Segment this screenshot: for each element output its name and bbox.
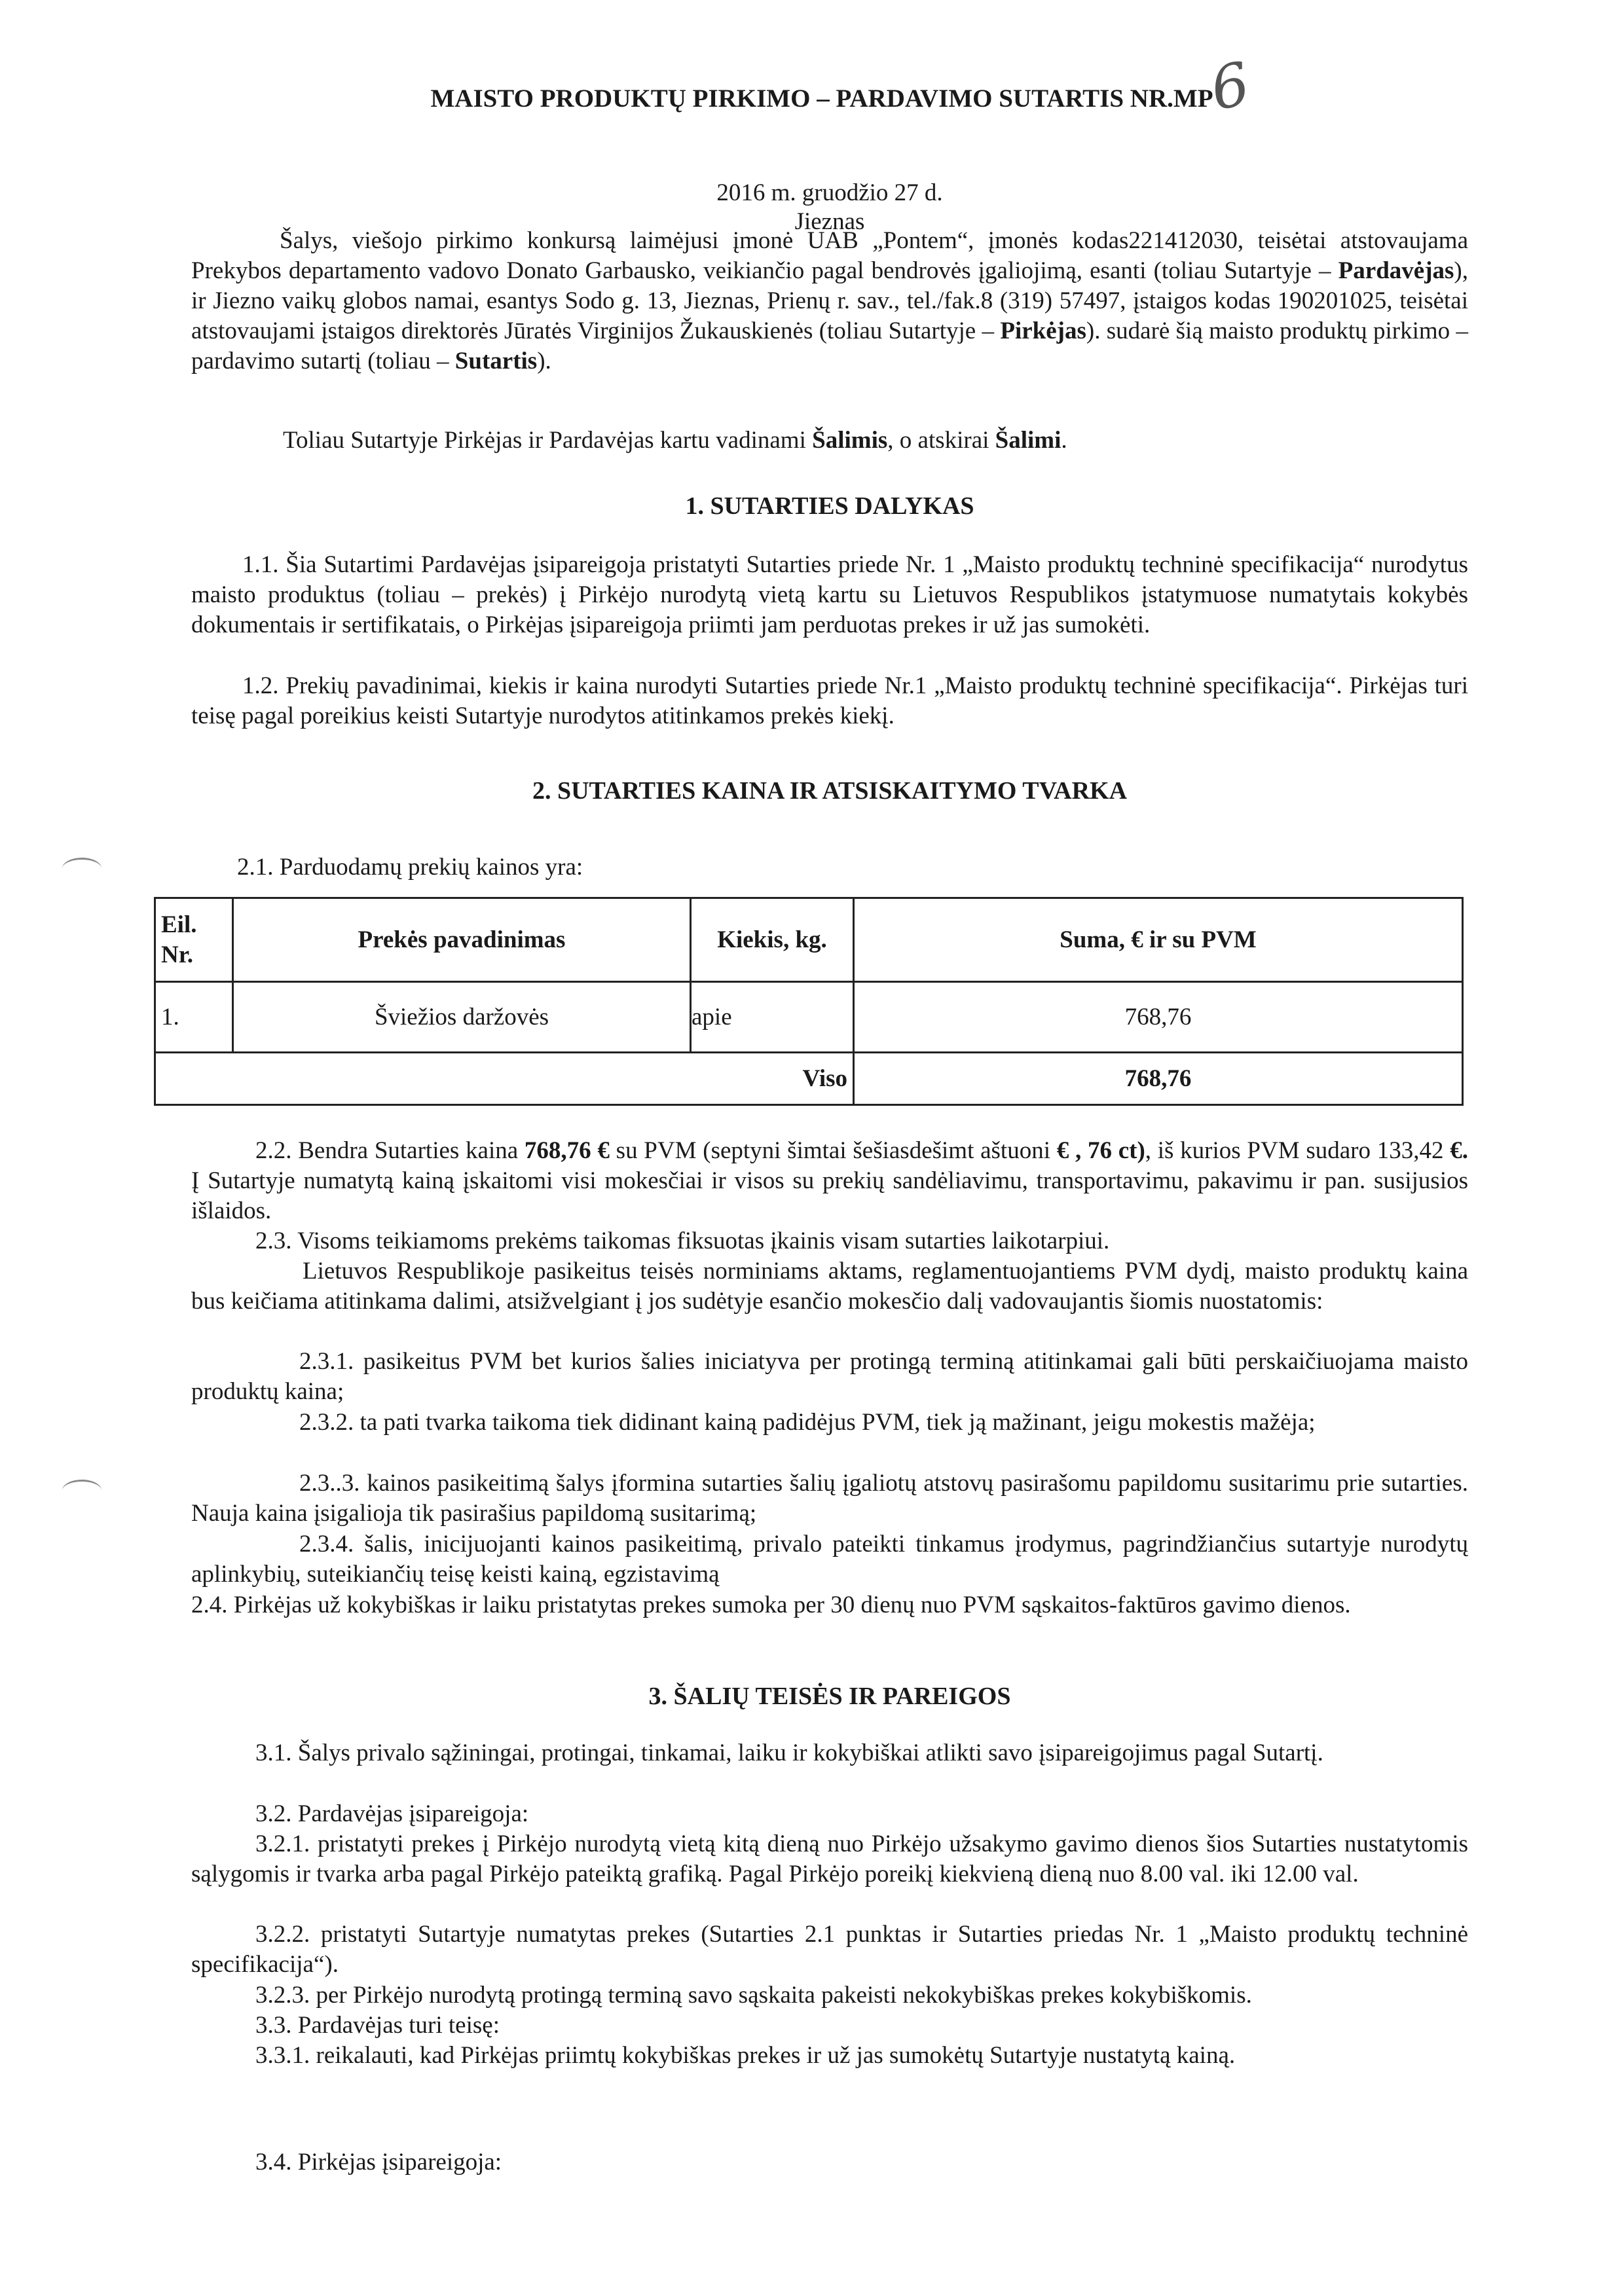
intro-paragraph: Šalys, viešojo pirkimo konkursą laimėjusi įmonė UAB „Pontem“, įmonės kodas221412030, teisėtai atstovaujama Prekybos departamento vadovo Donato Garbausko, veikiančio pagal bendrovės įgaliojimą, esanti (toliau Sutartyje – Pardavėjas), ir Jiezno vaikų globos namai, esantys Sodo g. 13, Jieznas, Prienų r. sav., tel./fak.8 (319) 57497, įstaigos kodas 190201025, teisėtai atstovaujami įstaigos direktorės Jūratės Virginijos Žukauskienės (toliau Sutartyje – Pirkėjas). sudarė šią maisto produktų pirkimo – pardavimo sutartį (toliau – Sutartis). — [191, 227, 1468, 374]
parties-paragraph: Toliau Sutartyje Pirkėjas ir Pardavėjas kartu vadinami Šalimis, o atskirai Šalimi. — [283, 427, 1067, 454]
punch-hole-mark — [62, 1480, 101, 1501]
handwritten-contract-number: 6 — [1204, 49, 1256, 124]
clause-3-3: 3.3. Pardavėjas turi teisę: — [255, 2012, 500, 2039]
total-value: 768,76 — [854, 1053, 1463, 1105]
document-title: MAISTO PRODUKTŲ PIRKIMO – PARDAVIMO SUTARTIS NR.MP — [430, 84, 1213, 113]
clause-2-3-3: 2.3..3. kainos pasikeitimą šalys įformina sutarties šalių įgaliotų atstovų pasirašomu papildomu susitarimu prie sutarties. Nauja kaina įsigalioja tik pasirašius papildomą susitarimą; — [191, 1470, 1468, 1527]
clause-1-1: 1.1. Šia Sutartimi Pardavėjas įsipareigoja pristatyti Sutarties priede Nr. 1 „Maisto produktų techninė specifikacija“ nurodytus maisto produktus (toliau – prekės) į Pirkėjo nurodytą vietą kartu su Lietuvos Respublikos įstatymuose numatytais kokybės dokumentais ir sertifikatais, o Pirkėjas įsipareigoja priimti jam perduotas prekes ir už jas sumokėti. — [191, 551, 1468, 638]
section-2-heading: 2. SUTARTIES KAINA IR ATSISKAITYMO TVARKA — [532, 777, 1128, 805]
clause-3-2: 3.2. Pardavėjas įsipareigoja: — [255, 1800, 529, 1827]
col-header-quantity: Kiekis, kg. — [691, 898, 854, 982]
clause-3-1: 3.1. Šalys privalo sąžiningai, protingai, tinkamai, laiku ir kokybiškai atlikti savo įsipareigojimus pagal Sutartį. — [255, 1740, 1323, 1766]
clause-2-3-1: 2.3.1. pasikeitus PVM bet kurios šalies iniciatyva per protingą terminą atitinkamai gali būti perskaičiuojama maisto produktų kaina; — [191, 1348, 1468, 1405]
col-header-sum: Suma, € ir su PVM — [854, 898, 1463, 982]
cell-name: Šviežios daržovės — [233, 982, 691, 1053]
clause-3-4: 3.4. Pirkėjas įsipareigoja: — [255, 2149, 502, 2176]
clause-1-2: 1.2. Prekių pavadinimai, kiekis ir kaina nurodyti Sutarties priede Nr.1 „Maisto produktų techninė specifikacija“. Pirkėjas turi teisę pagal poreikius keisti Sutartyje nurodytos atitinkamos prekės kiekį. — [191, 672, 1468, 729]
col-header-name: Prekės pavadinimas — [233, 898, 691, 982]
clause-3-2-3: 3.2.3. per Pirkėjo nurodytą protingą terminą savo sąskaita pakeisti nekokybiškas prekes kokybiškomis. — [255, 1982, 1252, 2009]
punch-hole-mark — [62, 858, 101, 879]
table-total-row — [155, 1053, 1463, 1105]
clause-2-3: 2.3. Visoms teikiamoms prekėms taikomas fiksuotas įkainis visam sutarties laikotarpiui. — [255, 1228, 1110, 1254]
clause-2-4: 2.4. Pirkėjas už kokybiškas ir laiku pristatytas prekes sumoka per 30 dienų nuo PVM sąskaitos-faktūros gavimo dienos. — [191, 1592, 1351, 1618]
clause-2-3-4: 2.3.4. šalis, inicijuojanti kainos pasikeitimą, privalo pateikti tinkamus įrodymus, pagrindžiančius sutartyje nurodytų aplinkybių, suteikiančių teisę keisti kainą, egzistavimą — [191, 1531, 1468, 1588]
section-1-heading: 1. SUTARTIES DALYKAS — [685, 492, 974, 520]
clause-3-2-2: 3.2.2. pristatyti Sutartyje numatytas prekes (Sutarties 2.1 punktas ir Sutarties priedas Nr. 1 „Maisto produktų techninė specifikacija“). — [191, 1921, 1468, 1978]
contract-place: Jieznas — [794, 208, 865, 235]
cell-quantity: apie — [691, 982, 854, 1053]
col-header-no: Eil. Nr. — [155, 898, 233, 982]
clause-2-2: 2.2. Bendra Sutarties kaina 768,76 € su PVM (septyni šimtai šešiasdešimt aštuoni € , 76 ct), iš kurios PVM sudaro 133,42 €. Į Sutartyje numatytą kainą įskaitomi visi mokesčiai ir visos su prekių sandėliavimu, transportavimu, pakavimu ir pan. susijusios išlaidos. — [191, 1137, 1468, 1224]
total-label: Viso — [155, 1053, 854, 1105]
table-row — [155, 982, 1463, 1053]
price-table — [154, 897, 1464, 1106]
clause-3-3-1: 3.3.1. reikalauti, kad Pirkėjas priimtų kokybiškas prekes ir už jas sumokėtų Sutartyje nustatytą kainą. — [255, 2042, 1236, 2069]
clause-3-2-1: 3.2.1. pristatyti prekes į Pirkėjo nurodytą vietą kitą dieną nuo Pirkėjo užsakymo gavimo dienos šios Sutarties nustatytomis sąlygomis ir tvarka arba pagal Pirkėjo pateiktą grafiką. Pagal Pirkėjo poreikį kiekvieną dieną nuo 8.00 val. iki 12.00 val. — [191, 1831, 1468, 1887]
clause-2-3-intro: Lietuvos Respublikoje pasikeitus teisės norminiams aktams, reglamentuojantiems PVM dydį, maisto produktų kaina bus keičiama atitinkama dalimi, atsižvelgiant į jos sudėtyje esančio mokesčio dalį vadovaujantis šiomis nuostatomis: — [191, 1258, 1468, 1315]
cell-no: 1. — [155, 982, 233, 1053]
section-3-heading: 3. ŠALIŲ TEISĖS IR PAREIGOS — [648, 1683, 1011, 1710]
clause-2-1: 2.1. Parduodamų prekių kainos yra: — [237, 854, 583, 881]
contract-date: 2016 m. gruodžio 27 d. — [716, 179, 943, 206]
cell-sum: 768,76 — [854, 982, 1463, 1053]
clause-2-3-2: 2.3.2. ta pati tvarka taikoma tiek didinant kainą padidėjus PVM, tiek ją mažinant, jeigu mokestis mažėja; — [299, 1409, 1316, 1436]
